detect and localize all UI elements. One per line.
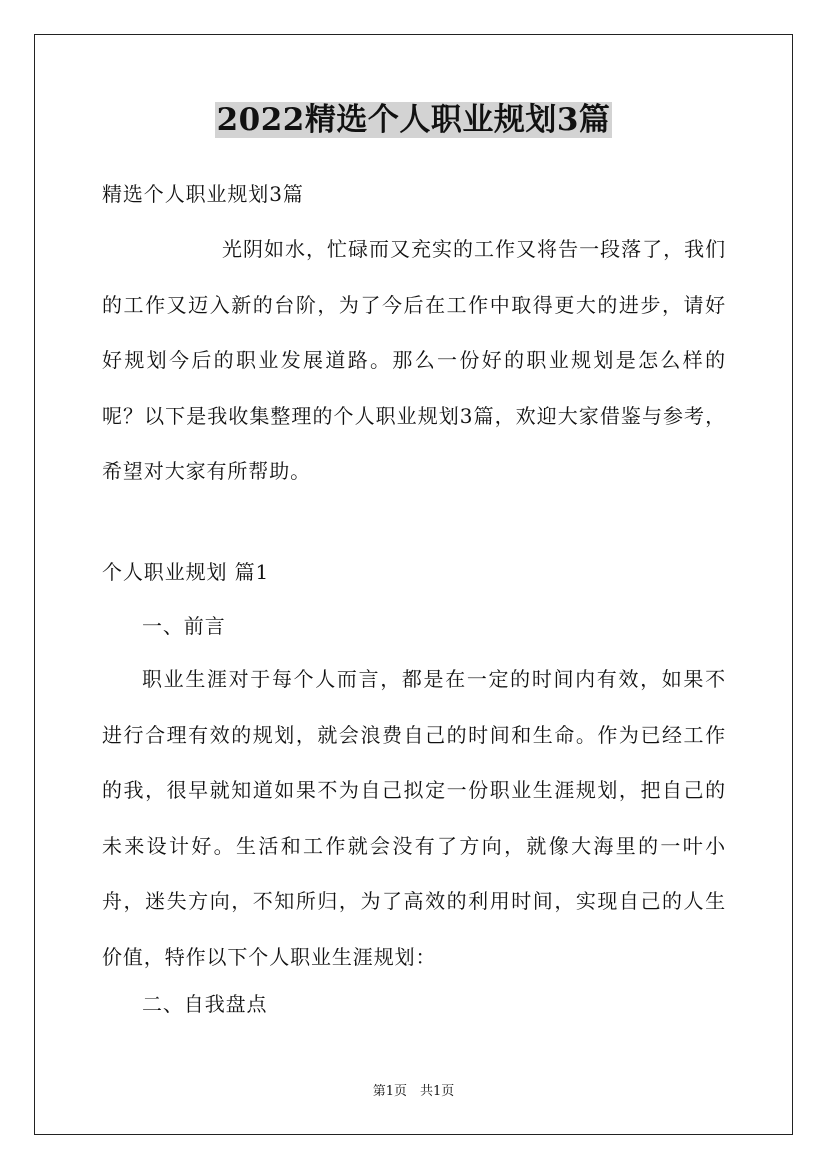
document-title bbox=[0, 100, 827, 140]
item-heading-foreword: 一、前言 bbox=[142, 614, 226, 638]
body-paragraph: 职业生涯对于每个人而言，都是在一定的时间内有效，如果不进行合理有效的规划，就会浪费自己的时间和生命。作为已经工作的我，很早就知道如果不为自己拟定一份职业生涯规划，把自己的未来设计好。生活和工作就会没有了方向，就像大海里的一叶小舟，迷失方向，不知所归，为了高效的利用时间，实现自己的人生价值，特作以下个人职业生涯规划： bbox=[102, 667, 726, 969]
page-number-footer: 第1页 共1页 bbox=[372, 1084, 455, 1099]
document-title-text: 2022精选个人职业规划3篇 bbox=[216, 102, 611, 138]
document-subtitle: 精选个人职业规划3篇 bbox=[102, 182, 304, 206]
intro-paragraph: 光阴如水，忙碌而又充实的工作又将告一段落了，我们的工作又迈入新的台阶，为了今后在工作中取得更大的进步，请好好规划今后的职业发展道路。那么一份好的职业规划是怎么样的呢？以下是我收集整理的个人职业规划3篇，欢迎大家借鉴与参考，希望对大家有所帮助。 bbox=[102, 237, 726, 483]
item-heading-self-assessment: 二、自我盘点 bbox=[142, 992, 268, 1016]
section-heading: 个人职业规划 篇1 bbox=[102, 560, 270, 584]
